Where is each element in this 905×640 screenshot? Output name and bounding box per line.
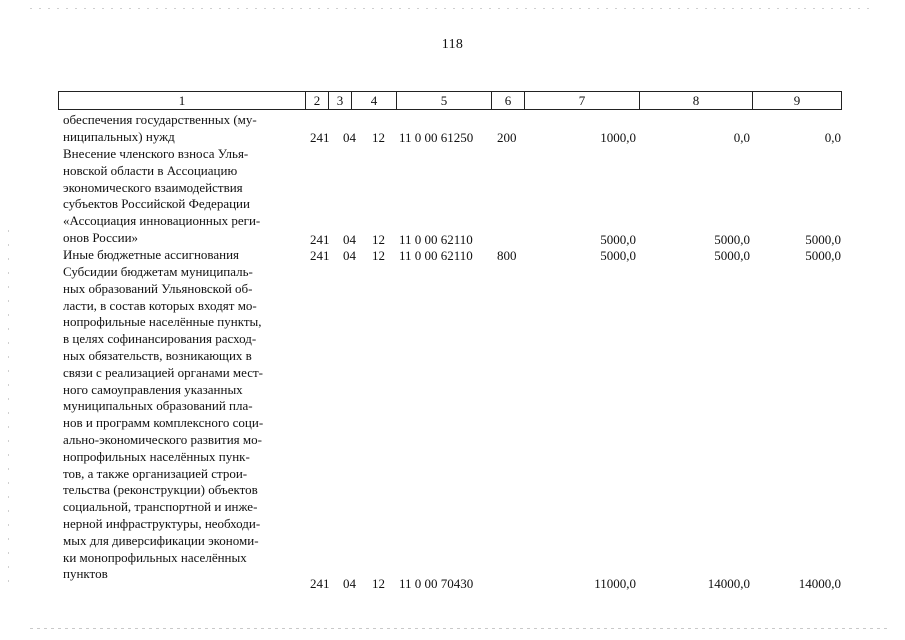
row-description <box>63 247 295 264</box>
description-line: социальной, транспортной и инже- <box>63 499 258 515</box>
row-col-5: 11 0 00 70430 <box>399 576 474 591</box>
page-number: 118 <box>441 37 464 52</box>
row-col-9: 5000,0 <box>805 232 841 247</box>
description-line: в целях софинансирования расход- <box>63 331 257 347</box>
description-line: тов, а также организацией строи- <box>63 465 248 481</box>
header-col-1: 1 <box>58 91 305 110</box>
row-col-5: 11 0 00 61250 <box>399 130 474 145</box>
scan-artifact-bottom <box>30 628 890 629</box>
row-description <box>63 146 295 247</box>
row-col-3: 04 <box>343 576 356 591</box>
description-line: экономического взаимодействия <box>63 179 243 195</box>
description-line: пунктов <box>63 566 108 582</box>
description-line: ласти, в состав которых входят мо- <box>63 297 257 313</box>
header-col-2: 2 <box>305 91 328 110</box>
row-col-9: 14000,0 <box>798 576 841 591</box>
row-col-8: 14000,0 <box>707 576 750 591</box>
header-col-4: 4 <box>351 91 396 110</box>
row-col-7: 5000,0 <box>600 248 636 263</box>
row-col-6: 800 <box>497 248 517 263</box>
scan-artifact-left <box>8 230 9 590</box>
row-col-8: 5000,0 <box>714 232 750 247</box>
description-line: «Ассоциация инновационных реги- <box>63 213 261 229</box>
description-line: нов и программ комплексного соци- <box>63 415 264 431</box>
row-col-3: 04 <box>343 130 356 145</box>
row-col-3: 04 <box>343 232 356 247</box>
description-line: обеспечения государственных (му- <box>63 112 257 127</box>
description-line: нерной инфраструктуры, необходи- <box>63 515 261 531</box>
description-line: ных образований Ульяновской об- <box>63 280 253 296</box>
row-col-4: 12 <box>372 248 385 263</box>
description-line: ных обязательств, возникающих в <box>63 347 252 363</box>
description-line: Иные бюджетные ассигнования <box>63 247 240 262</box>
header-col-5: 5 <box>396 91 491 110</box>
header-col-7: 7 <box>524 91 639 110</box>
row-col-8: 5000,0 <box>714 248 750 263</box>
description-line: новской области в Ассоциацию <box>63 162 238 178</box>
header-col-6: 6 <box>491 91 524 110</box>
row-col-2: 241 <box>310 130 330 145</box>
description-line: ниципальных) нужд <box>63 128 175 144</box>
header-col-8: 8 <box>639 91 752 110</box>
description-line: онов России» <box>63 229 139 245</box>
description-line: ально-экономического развития мо- <box>63 431 262 447</box>
row-col-2: 241 <box>310 576 330 591</box>
row-col-2: 241 <box>310 232 330 247</box>
description-line: субъектов Российской Федерации <box>63 196 250 212</box>
row-col-4: 12 <box>372 232 385 247</box>
row-col-9: 5000,0 <box>805 248 841 263</box>
description-line: Субсидии бюджетам муниципаль- <box>63 264 253 279</box>
description-line: муниципальных образований пла- <box>63 398 253 414</box>
description-line: нопрофильные населённые пункты, <box>63 314 262 330</box>
row-col-2: 241 <box>310 248 330 263</box>
row-col-7: 11000,0 <box>594 576 636 591</box>
scan-artifact-top <box>30 8 875 9</box>
description-line: связи с реализацией органами мест- <box>63 364 263 380</box>
description-line: ного самоуправления указанных <box>63 381 243 397</box>
row-col-5: 11 0 00 62110 <box>399 232 473 247</box>
row-col-8: 0,0 <box>733 130 750 145</box>
row-col-9: 0,0 <box>824 130 841 145</box>
table-header-row <box>58 91 842 110</box>
row-col-4: 12 <box>372 576 385 591</box>
row-col-4: 12 <box>372 130 385 145</box>
row-col-7: 1000,0 <box>600 130 636 145</box>
header-col-3: 3 <box>328 91 351 110</box>
description-line: Внесение членского взноса Улья- <box>63 146 249 161</box>
row-description <box>63 112 295 146</box>
header-col-9: 9 <box>752 91 842 110</box>
row-col-6: 200 <box>497 130 517 145</box>
description-line: ки монопрофильных населённых <box>63 549 247 565</box>
row-col-5: 11 0 00 62110 <box>399 248 473 263</box>
row-description <box>63 264 295 583</box>
description-line: нопрофильных населённых пунк- <box>63 448 250 464</box>
description-line: мых для диверсификации экономи- <box>63 532 259 548</box>
row-col-3: 04 <box>343 248 356 263</box>
row-col-7: 5000,0 <box>600 232 636 247</box>
description-line: тельства (реконструкции) объектов <box>63 482 258 498</box>
